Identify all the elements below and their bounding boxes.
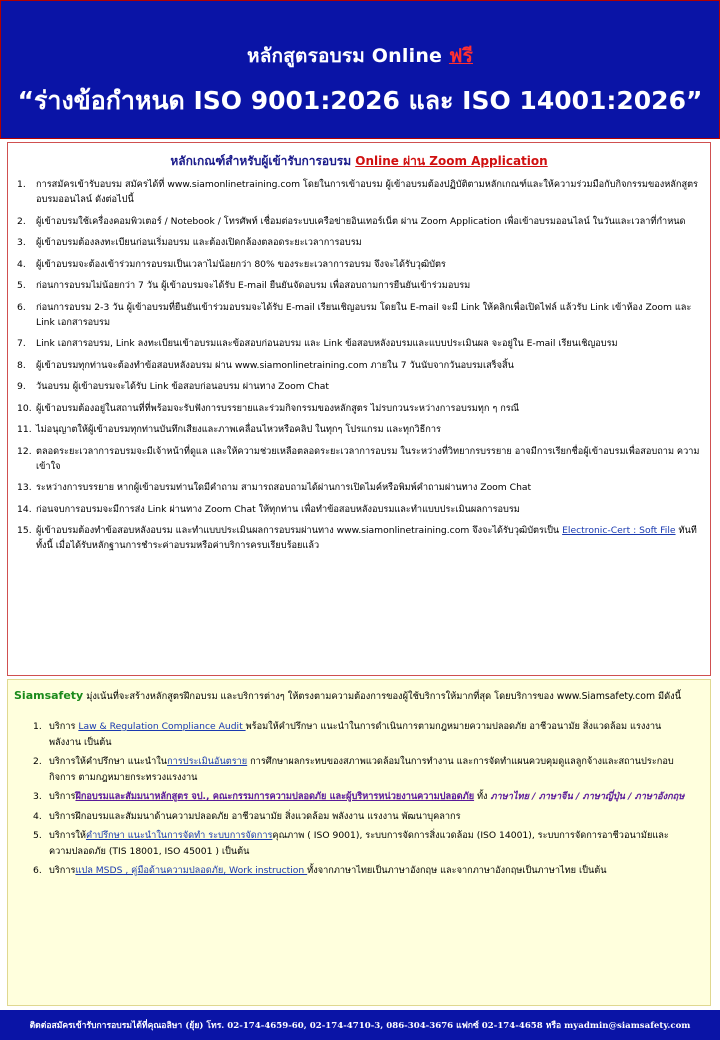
- list-item: [8, 358, 710, 373]
- item-number: 6.: [17, 301, 26, 313]
- item-text: วันอบรม ผู้เข้าอบรมจะได้รับ Link ข้อสอบก่อนอบรม ผ่านทาง Zoom Chat: [36, 381, 330, 392]
- item-text-part: บริการ: [49, 865, 76, 876]
- criteria-title-text: หลักเกณฑ์สำหรับผู้เข้ารับการอบรม: [170, 154, 356, 168]
- list-item: [8, 336, 710, 351]
- criteria-panel: [7, 142, 711, 676]
- item-number: 3.: [17, 237, 26, 248]
- translation-link[interactable]: แปล MSDS , คู่มือด้านความปลอดภัย, Work instruction: [75, 865, 308, 876]
- item-number: 8.: [17, 359, 26, 371]
- item-text: ผู้เข้าอบรมต้องอยู่ในสถานที่ที่พร้อมจะรับฟังการบรรยายและร่วมกิจกรรมของหลักสูตร ไม่รบกวนระหว่างการอบรมทุก ๆ กรณี: [36, 402, 520, 414]
- item-number: 13.: [17, 482, 32, 493]
- item-text: ตลอดระยะเวลาการอบรมจะมีเจ้าหน้าที่ดูแล และให้ความช่วยเหลือตลอดระยะเวลาการอบรม ในระหว่างที่วิทยากรบรรยาย อาจมีการเรียกชื่อผู้เข้าอบรมเพื่อสอบถาม ความเข้าใจ: [36, 445, 700, 472]
- course-heading: [247, 41, 473, 71]
- item-text: การสมัครเข้ารับอบรม สมัครได้ที่ www.siamonlinetraining.com โดยในการเข้าอบรม ผู้เข้าอบรมต้องปฏิบัติตามหลักเกณฑ์และให้ความร่วมมือกับกิจกรรมของหลักสูตรอบรมออนไลน์ ดังต่อไปนี้: [36, 179, 698, 205]
- criteria-title-online: Online ผ่าน Zoom Application: [355, 154, 548, 168]
- item-text-part: คุณภาพ ( ISO 9001), ระบบการจัดการสิ่งแวดล้อม (ISO 14001), ระบบการจัดการอาชีวอนามัยและความปลอดภัย (TIS 18001, ISO 45001 ) เป็นต้น: [49, 830, 669, 857]
- item-text: [36, 523, 704, 553]
- services-list: [8, 719, 710, 879]
- item-text-part: การศึกษาผลกระทบของสภาพแวดล้อมในการทำงาน และการจัดทำแผนควบคุมดูแลลูกจ้างและสถานประกอบกิจการ ตามกฎหมายกระทรวงแรงงาน: [49, 756, 674, 783]
- criteria-list: [8, 177, 710, 553]
- item-text: [49, 828, 690, 859]
- course-title: “ร่างข้อกำหนด ISO 9001:2026 และ ISO 14001:2026”: [17, 86, 703, 115]
- item-number: 10.: [17, 402, 32, 414]
- hazard-assessment-link[interactable]: การประเมินอันตราย: [167, 756, 248, 767]
- item-text: ไม่อนุญาตให้ผู้เข้าอบรมทุกท่านบันทึกเสียงและภาพเคลื่อนไหวหรือคลิป ในทุกๆ โปรแกรม และทุกวิธีการ: [36, 424, 441, 435]
- item-number: 5.: [33, 830, 42, 841]
- compliance-audit-link[interactable]: Law & Regulation Compliance Audit: [78, 721, 246, 732]
- list-item: [8, 502, 710, 517]
- list-item: [8, 214, 710, 229]
- item-number: 4.: [33, 810, 42, 822]
- item-text: ผู้เข้าอบรมต้องลงทะเบียนก่อนเริ่มอบรม และต้องเปิดกล้องตลอดระยะเวลาการอบรม: [36, 237, 362, 248]
- item-text-part: ทั้งจากภาษาไทยเป็นภาษาอังกฤษ และจากภาษาอังกฤษเป็นภาษาไทย เป็นต้น: [307, 865, 607, 876]
- item-number: 12.: [17, 445, 32, 457]
- list-item: [8, 719, 710, 750]
- item-text-part: บริการให้คำปรึกษา แนะนำใน: [49, 756, 168, 767]
- contact-text: ติดต่อสมัครเข้ารับการอบรมได้ที่คุณอลิษา (ยุ้ย) โทร. 02-174-4659-60, 02-174-4710-3, 086-304-3676 แฟกซ์ 02-174-4658 หรือ myadmin@siamsafety.com: [29, 1021, 691, 1031]
- list-item: [8, 379, 710, 394]
- item-text: [49, 754, 690, 785]
- list-item: [8, 754, 710, 785]
- item-text-part: ทั้ง: [474, 791, 491, 802]
- training-link[interactable]: ฝึกอบรมและสัมมนาหลักสูตร จป., คณะกรรมการความปลอดภัย และผู้บริหารหน่วยงานความปลอดภัย: [75, 791, 475, 802]
- list-item: [8, 177, 710, 207]
- list-item: [8, 789, 710, 805]
- list-item: [8, 480, 710, 495]
- title-banner: [0, 0, 720, 139]
- item-text-part: ผู้เข้าอบรมต้องทำข้อสอบหลังอบรม และทำแบบประเมินผลการอบรมผ่านทาง www.siamonlinetraining.com จึงจะได้รับวุฒิบัตรเป็น: [36, 525, 563, 536]
- item-text-part: บริการ: [49, 791, 76, 802]
- list-item: [8, 863, 710, 879]
- item-number: 9.: [17, 381, 26, 392]
- item-number: 1.: [33, 721, 42, 732]
- item-text-part: ทันที ทั้งนี้ เมื่อได้รับหลักฐานการชำระค่าอบรมหรือค่าบริการครบเรียบร้อยแล้ว: [36, 525, 697, 551]
- item-text: ผู้เข้าอบรมทุกท่านจะต้องทำข้อสอบหลังอบรม ผ่าน www.siamonlinetraining.com ภายใน 7 วันนับจากวันอบรมเสร็จสิ้น: [36, 359, 514, 371]
- list-item: [8, 257, 710, 272]
- services-panel: [7, 679, 711, 1006]
- item-text-part: บริการ: [49, 721, 79, 732]
- item-number: 1.: [17, 179, 26, 190]
- item-text: บริการฝึกอบรมและสัมมนาด้านความปลอดภัย อาชีวอนามัย สิ่งแวดล้อม พลังงาน แรงงาน พัฒนาบุคลากร: [49, 810, 461, 822]
- item-text: [49, 863, 690, 879]
- electronic-cert-link[interactable]: Electronic-Cert : Soft File: [562, 525, 676, 536]
- list-item: [8, 235, 710, 250]
- list-item: [8, 278, 710, 293]
- item-number: 3.: [33, 791, 42, 802]
- list-item: [8, 828, 710, 859]
- brand-name: Siamsafety: [14, 689, 84, 702]
- services-intro: [8, 680, 710, 707]
- item-text: ผู้เข้าอบรมจะต้องเข้าร่วมการอบรมเป็นเวลาไม่น้อยกว่า 80% ของระยะเวลาการอบรม จึงจะได้รับวุฒิบัตร: [36, 258, 446, 270]
- languages-text: ภาษาไทย / ภาษาจีน / ภาษาญี่ปุ่น / ภาษาอังกฤษ: [490, 791, 685, 802]
- contact-footer: [0, 1010, 720, 1040]
- list-item: [8, 401, 710, 416]
- item-text: ก่อนจบการอบรมจะมีการส่ง Link ผ่านทาง Zoom Chat ให้ทุกท่าน เพื่อทำข้อสอบหลังอบรมและทำแบบประเมินผลการอบรม: [36, 503, 520, 515]
- item-text: ก่อนการอบรมไม่น้อยกว่า 7 วัน ผู้เข้าอบรมจะได้รับ E-mail ยืนยันจัดอบรม เพื่อสอบถามการยืนยันเข้าร่วมอบรม: [36, 280, 471, 291]
- consulting-link[interactable]: คำปรึกษา แนะนำในการจัดทำ ระบบการจัดการ: [85, 830, 273, 841]
- course-prefix: หลักสูตรอบรม Online: [246, 45, 449, 67]
- item-number: 14.: [17, 503, 32, 515]
- item-number: 2.: [33, 756, 42, 767]
- item-text-part: พร้อมให้คำปรึกษา แนะนำในการดำเนินการตามกฎหมายความปลอดภัย อาชีวอนามัย สิ่งแวดล้อม แรงงาน พลังงาน เป็นต้น: [49, 721, 662, 748]
- list-item: [8, 422, 710, 437]
- services-intro-text: มุ่งเน้นที่จะสร้างหลักสูตรฝึกอบรม และบริการต่างๆ ให้ตรงตามความต้องการของผู้ใช้บริการให้มากที่สุด โดยบริการของ www.Siamsafety.com มีดังนี้: [83, 691, 682, 702]
- item-text: [49, 789, 690, 805]
- list-item: [8, 523, 710, 553]
- item-text: ผู้เข้าอบรมใช้เครื่องคอมพิวเตอร์ / Notebook / โทรศัพท์ เชื่อมต่อระบบเครือข่ายอินเทอร์เน็ต ผ่าน Zoom Application เพื่อเข้าอบรมออนไลน์ ในวันและเวลาที่กำหนด: [36, 215, 686, 227]
- list-item: [8, 444, 710, 474]
- free-label: ฟรี: [448, 45, 474, 67]
- item-number: 4.: [17, 258, 26, 270]
- item-text: [49, 719, 690, 750]
- item-number: 11.: [17, 424, 32, 435]
- item-number: 5.: [17, 280, 26, 291]
- item-number: 15.: [17, 525, 32, 536]
- list-item: [8, 809, 710, 825]
- item-text: ก่อนการอบรม 2-3 วัน ผู้เข้าอบรมที่ยืนยันเข้าร่วมอบรมจะได้รับ E-mail เรียนเชิญอบรม โดยใน E-mail จะมี Link ให้คลิกเพื่อเปิดไฟล์ แล้วรับ Link เข้าห้อง Zoom และ Link เอกสารอบรม: [36, 301, 692, 328]
- item-text: ระหว่างการบรรยาย หากผู้เข้าอบรมท่านใดมีคำถาม สามารถสอบถามได้ผ่านการเปิดไมค์หรือพิมพ์คำถามผ่านทาง Zoom Chat: [36, 482, 532, 493]
- list-item: [8, 300, 710, 330]
- item-number: 7.: [17, 338, 26, 349]
- criteria-title: [8, 152, 710, 171]
- item-text: Link เอกสารอบรม, Link ลงทะเบียนเข้าอบรมและข้อสอบก่อนอบรม และ Link ข้อสอบหลังอบรมและแบบประเมินผล จะอยู่ใน E-mail เรียนเชิญอบรม: [36, 338, 618, 349]
- item-number: 6.: [33, 865, 42, 876]
- item-text-part: บริการให้: [49, 830, 86, 841]
- item-number: 2.: [17, 215, 26, 227]
